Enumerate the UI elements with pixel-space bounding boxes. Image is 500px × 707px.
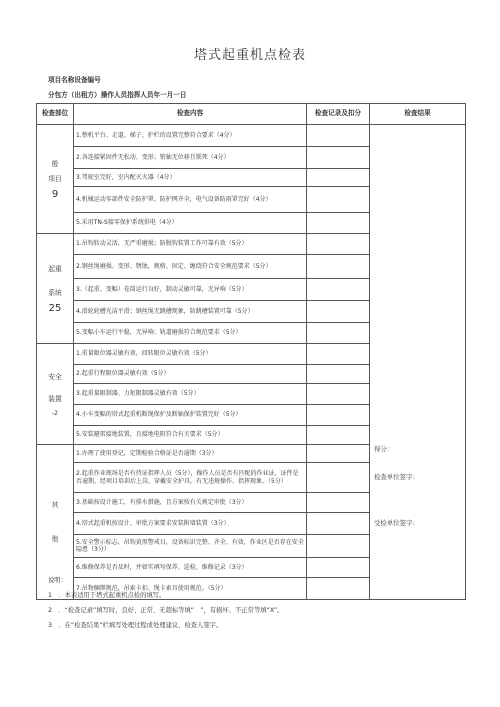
record-cell[interactable] [307, 323, 370, 344]
category-score: 9 [51, 189, 59, 200]
record-cell[interactable] [307, 578, 370, 600]
note-item: 3 ．在“检查结果”栏填写处理过程或处理建议、检查人签字。 [48, 622, 223, 629]
check-item: 4.小车变幅的塔式起重机断绳保护及断轴保护装置完好（5分） [74, 405, 307, 426]
record-cell[interactable] [307, 255, 370, 279]
check-item: 4.滑轮轮槽光洁平滑；钢丝绳无跳槽现象，防跳槽装置可靠（5分） [74, 301, 307, 323]
category-general [37, 125, 74, 234]
header-content: 检查内容 [74, 104, 307, 125]
notes-section [48, 573, 283, 633]
record-cell[interactable] [307, 365, 370, 384]
category-score: 25 [48, 303, 62, 314]
record-cell[interactable] [307, 405, 370, 426]
page-title: 塔式起重机点检表 [193, 48, 306, 63]
check-item: 5.安装避雷接地装置，且接地电阻符合有关要求（5分） [74, 426, 307, 445]
inspector-sign-label: 检查单位签字： [374, 473, 419, 481]
category-label: 般 [51, 160, 59, 168]
record-cell[interactable] [307, 187, 370, 213]
check-item: 3.驾驶室完好，室内配灭火器（4分） [74, 169, 307, 187]
check-item: 4.塔式起重机按设计、审批方案要求安装附墙装置（3分） [74, 513, 307, 535]
record-cell[interactable] [307, 513, 370, 535]
project-line: 项目名称设备编号 [48, 76, 101, 84]
record-cell[interactable] [307, 213, 370, 234]
check-item: 7.吊物捆绑规范，吊索卡扣、绳卡索具使用规范。（5分） [74, 578, 307, 600]
record-cell[interactable] [307, 125, 370, 147]
score-label: 得分： [374, 445, 394, 453]
check-item: 5.安全警示标志、吊钩黄黑警戒目，设备标识完整、齐全、有效，作业区是否存在安全隐患（3分） [74, 535, 307, 558]
category-label: 系统 [48, 289, 62, 297]
subcontractor-line: 分包方（出租方）操作人员指挥人员年一月一日 [48, 91, 187, 99]
header-result: 检查结果 [370, 104, 466, 125]
inspection-table [36, 103, 466, 600]
inspected-sign-label: 受检单位签字： [374, 519, 419, 527]
record-cell[interactable] [307, 344, 370, 365]
category-label: 其 [51, 500, 59, 509]
record-cell[interactable] [307, 426, 370, 445]
record-cell[interactable] [307, 147, 370, 169]
category-label: 装置 [48, 395, 62, 403]
check-item: 2.钢丝绳磨损、变形、锈蚀，规格、固定、缠绕符合安全规范要求（5分） [74, 255, 307, 279]
check-item: 2.起重作业现场是否有持证指挥人员（5分），操作人员是否有匹配的作业证，证件是否逾期，经项目培训后上岗，穿戴安全护具，有无违规操作、指挥现象。（5分） [74, 463, 307, 493]
record-cell[interactable] [307, 445, 370, 463]
check-item: 1.吊钩转动灵活，无严重磨损；防脱钩装置工作可靠有效（5分） [74, 234, 307, 255]
record-cell[interactable] [307, 493, 370, 513]
record-cell[interactable] [307, 301, 370, 323]
check-item: 2.起重行程限位器灵敏有效（5分） [74, 365, 307, 384]
header-part: 检查部位 [37, 104, 74, 125]
record-cell[interactable] [307, 535, 370, 558]
check-item: 3.基础按设计施工，有排水措施，且方案按有关规定审批（3分） [74, 493, 307, 513]
check-item: 2.各连接紧固件无松动、变形；销轴无位移且锁死（4分） [74, 147, 307, 169]
result-column[interactable] [370, 125, 466, 600]
check-item: 4.机械运动零部件安全防护罩、防护网齐全，电气设备防雨罩完好（4分） [74, 187, 307, 213]
table-header-row [37, 104, 466, 125]
record-cell[interactable] [307, 384, 370, 405]
category-label: 安全 [48, 373, 62, 381]
note-item: 1 ．本表适用于塔式起重机点检的填写。 [48, 592, 166, 599]
check-item: 5.采用TN-S接零保护系统供电（4分） [74, 213, 307, 234]
header-record: 检查记录及扣分 [307, 104, 370, 125]
record-cell[interactable] [307, 279, 370, 301]
notes-heading: 说明： [48, 577, 67, 584]
record-cell[interactable] [307, 463, 370, 493]
record-cell[interactable] [307, 234, 370, 255]
check-item: 6.维修保养是否及时，并如实填写保养、巡检、维修记录（3分） [74, 558, 307, 578]
check-item: 5.变幅小车运行平稳，无异响；轨道磨损符合规范要求（5分） [74, 323, 307, 344]
category-label: 项目 [48, 175, 62, 183]
check-item: 1.整机平台、走道、梯子、护栏的设置完整符合要求（4分） [74, 125, 307, 147]
table-row [37, 125, 466, 147]
check-item: 1.办理了使用登记，定期检验合格证是否逾期（3分） [74, 445, 307, 463]
category-label: 起重 [48, 265, 62, 273]
check-item: 3.起重量限制器、力矩限制器灵敏有效（5分） [74, 384, 307, 405]
category-score: -2 [52, 410, 58, 417]
category-label: 他 [51, 534, 59, 543]
check-item: 3.（起重、变幅）卷筒运行良好，制动灵敏可靠，无异响（5分） [74, 279, 307, 301]
category-lifting-system [37, 234, 74, 344]
note-item: 2 ．“检查记录”填写时，良好、正常、无超标等填“ ”，有损坏、不正常等填“X”。 [48, 607, 284, 614]
category-safety-devices [37, 344, 74, 445]
record-cell[interactable] [307, 169, 370, 187]
check-item: 1.重量限位器灵敏有效，回转限位灵敏有效（5分） [74, 344, 307, 365]
record-cell[interactable] [307, 558, 370, 578]
